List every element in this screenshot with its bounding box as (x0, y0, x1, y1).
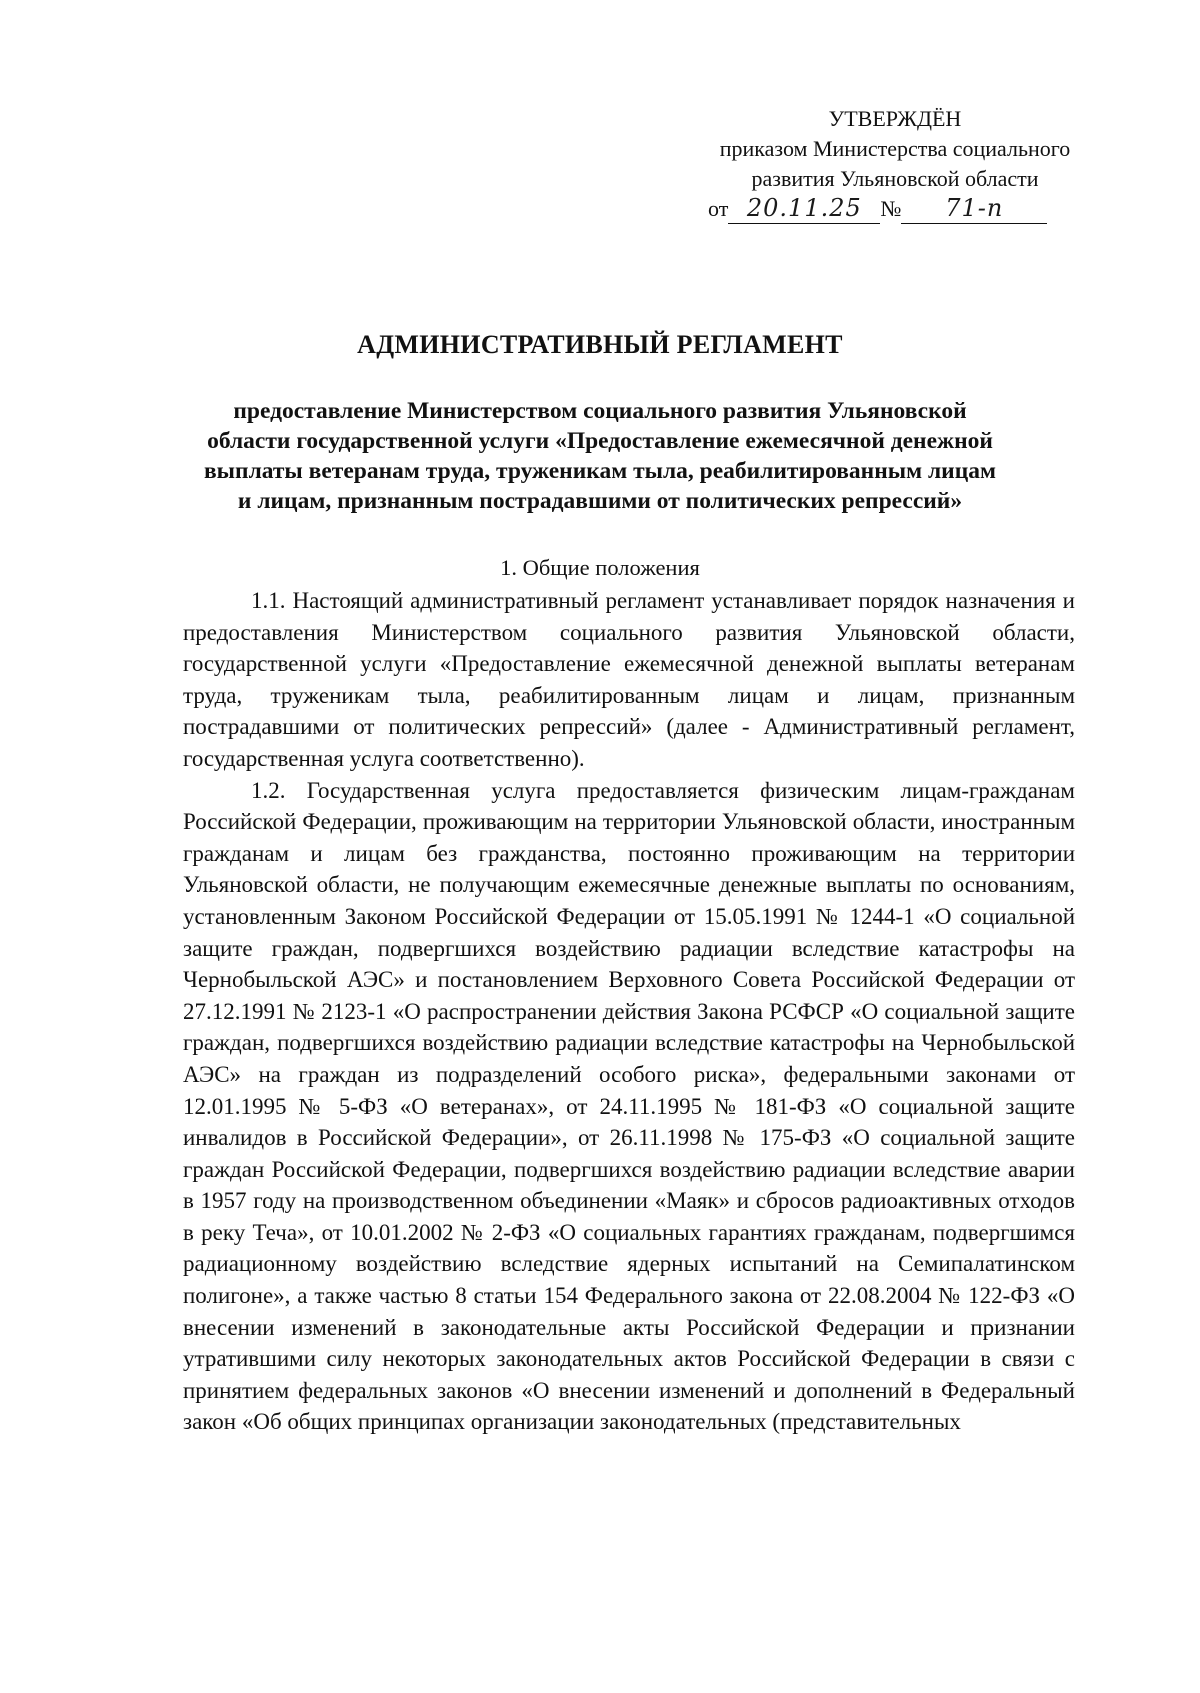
approval-title: УТВЕРЖДЁН (828, 106, 962, 131)
approval-ministry-line: развития Ульяновской области (751, 166, 1039, 191)
section-heading: 1. Общие положения (500, 555, 700, 580)
document-title: АДМИНИСТРАТИВНЫЙ РЕГЛАМЕНТ (357, 330, 843, 359)
approval-order-line: приказом Министерства социального (719, 136, 1071, 161)
subtitle-line: предоставление Министерством социального развития Ульяновской (233, 398, 967, 424)
subtitle-line: выплаты ветеранам труда, труженикам тыла, реабилитированным лицам (203, 458, 997, 484)
paragraph-1-2: 1.2. Государственная услуга предоставляется физическим лицам-гражданам Российской Федерации, проживающим на территории Ульяновской области, иностранным гражданам и лицам без гражданства, постоянно проживающим на территории Ульяновской области, не получающим ежемесячные денежные выплаты по основаниям, установленным Законом Российской Федерации от 15.05.1991 № 1244-1 «О социальной защите граждан, подвергшихся воздействию радиации вследствие катастрофы на Чернобыльской АЭС» и постановлением Верховного Совета Российской Федерации от 27.12.1991 № 2123-1 «О распространении действия Закона РСФСР «О социальной защите граждан, подвергшихся воздействию радиации вследствие катастрофы на Чернобыльской АЭС» на граждан из подразделений особого риска», федеральными законами от 12.01.1995 № 5-ФЗ «О ветеранах», от 24.11.1995 № 181-ФЗ «О социальной защите инвалидов в Российской Федерации», от 26.11.1998 № 175-ФЗ «О социальной защите граждан Российской Федерации, подвергшихся воздействию радиации вследствие аварии в 1957 году на производственном объединении «Маяк» и сбросов радиоактивных отходов в реку Теча», от 10.01.2002 № 2-ФЗ «О социальных гарантиях гражданам, подвергшимся радиационному воздействию вследствие ядерных испытаний на Семипалатинском полигоне», а также частью 8 статьи 154 Федерального закона от 22.08.2004 № 122-ФЗ «О внесении изменений в законодательные акты Российской Федерации и признании утратившими силу некоторых законодательных актов Российской Федерации в связи с принятием федеральных законов «О внесении изменений и дополнений в Федеральный закон «Об общих принципах организации законодательных (представительных (183, 777, 1075, 1435)
paragraph-1-1: 1.1. Настоящий административный регламент устанавливает порядок назначения и предоставления Министерством социального развития Ульяновской области, государственной услуги «Предоставление ежемесячной денежной выплаты ветеранам труда, труженикам тыла, реабилитированным лицам и лицам, признанным пострадавшими от политических репрессий» (далее - Административный регламент, государственная услуга соответственно). (183, 588, 1075, 771)
number-prefix: № (880, 196, 902, 221)
document-subtitle (150, 396, 1050, 516)
date-prefix: от (708, 196, 729, 221)
handwritten-number: 71-п (901, 195, 1047, 224)
approval-date-line (690, 194, 1100, 224)
subtitle-line: области государственной услуги «Предоставление ежемесячной денежной (207, 428, 993, 454)
subtitle-line: и лицам, признанным пострадавшими от политических репрессий» (237, 488, 963, 514)
body-text (183, 585, 1075, 1438)
handwritten-date: 20.11.25 (728, 195, 880, 224)
approval-stamp (690, 104, 1100, 224)
